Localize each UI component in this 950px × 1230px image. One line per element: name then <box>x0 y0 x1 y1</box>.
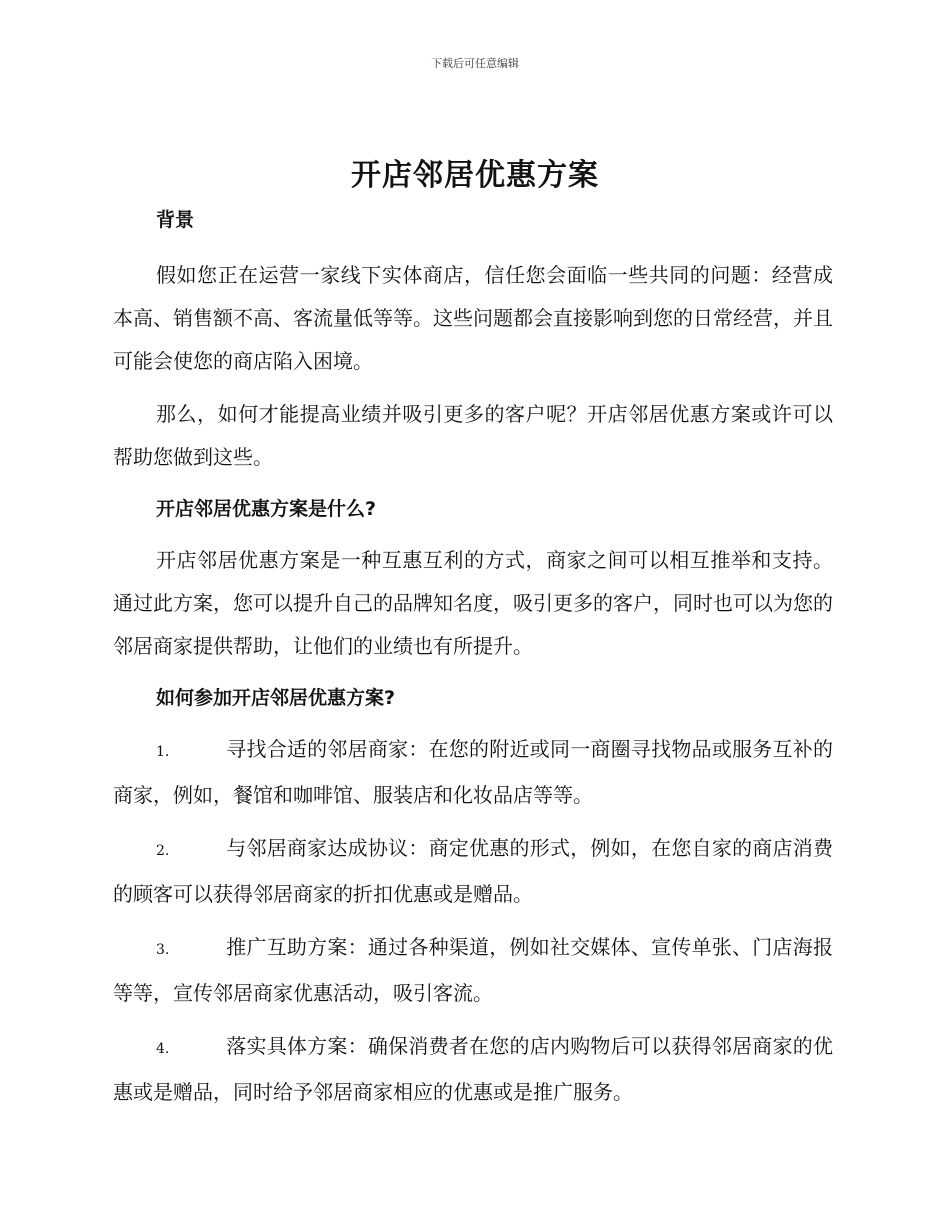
paragraph: 那么，如何才能提高业绩并吸引更多的客户呢？开店邻居优惠方案或许可以帮助您做到这些。 <box>113 402 833 469</box>
document-title: 开店邻居优惠方案 <box>351 158 599 193</box>
section-heading-how-to-join: 如何参加开店邻居优惠方案? <box>156 687 396 709</box>
list-item <box>113 827 833 916</box>
paragraph: 假如您正在运营一家线下实体商店，信任您会面临一些共同的问题：经营成本高、销售额不高、客流量低等等。这些问题都会直接影响到您的日常经营，并且可能会使您的商店陷入困境。 <box>113 263 833 373</box>
list-item-text: 与邻居商家达成协议：商定优惠的形式，例如，在您自家的商店消费的顾客可以获得邻居商家的折扣优惠或是赠品。 <box>113 836 833 906</box>
list-item-text: 推广互助方案：通过各种渠道，例如社交媒体、宣传单张、门店海报等等，宣传邻居商家优惠活动，吸引客流。 <box>113 935 833 1005</box>
page-header-note: 下载后可任意编辑 <box>431 57 519 70</box>
list-item <box>113 728 833 817</box>
list-item-text: 寻找合适的邻居商家：在您的附近或同一商圈寻找物品或服务互补的商家，例如，餐馆和咖啡馆、服装店和化妆品店等等。 <box>113 737 833 807</box>
list-item <box>113 926 833 1015</box>
document-body <box>113 200 833 1114</box>
list-item-text: 落实具体方案：确保消费者在您的店内购物后可以获得邻居商家的优惠或是赠品，同时给予邻居商家相应的优惠或是推广服务。 <box>113 1034 833 1104</box>
paragraph: 开店邻居优惠方案是一种互惠互利的方式，商家之间可以相互推举和支持。通过此方案，您可以提升自己的品牌知名度，吸引更多的客户，同时也可以为您的邻居商家提供帮助，让他们的业绩也有所提升。 <box>113 548 833 658</box>
section-heading-background: 背景 <box>156 209 195 231</box>
list-item-number: 4. <box>156 1041 170 1057</box>
list-item-number: 1. <box>156 744 170 760</box>
section-heading-what-is: 开店邻居优惠方案是什么? <box>156 498 377 520</box>
list-item <box>113 1025 833 1114</box>
list-item-number: 2. <box>156 843 170 859</box>
list-item-number: 3. <box>156 942 170 958</box>
